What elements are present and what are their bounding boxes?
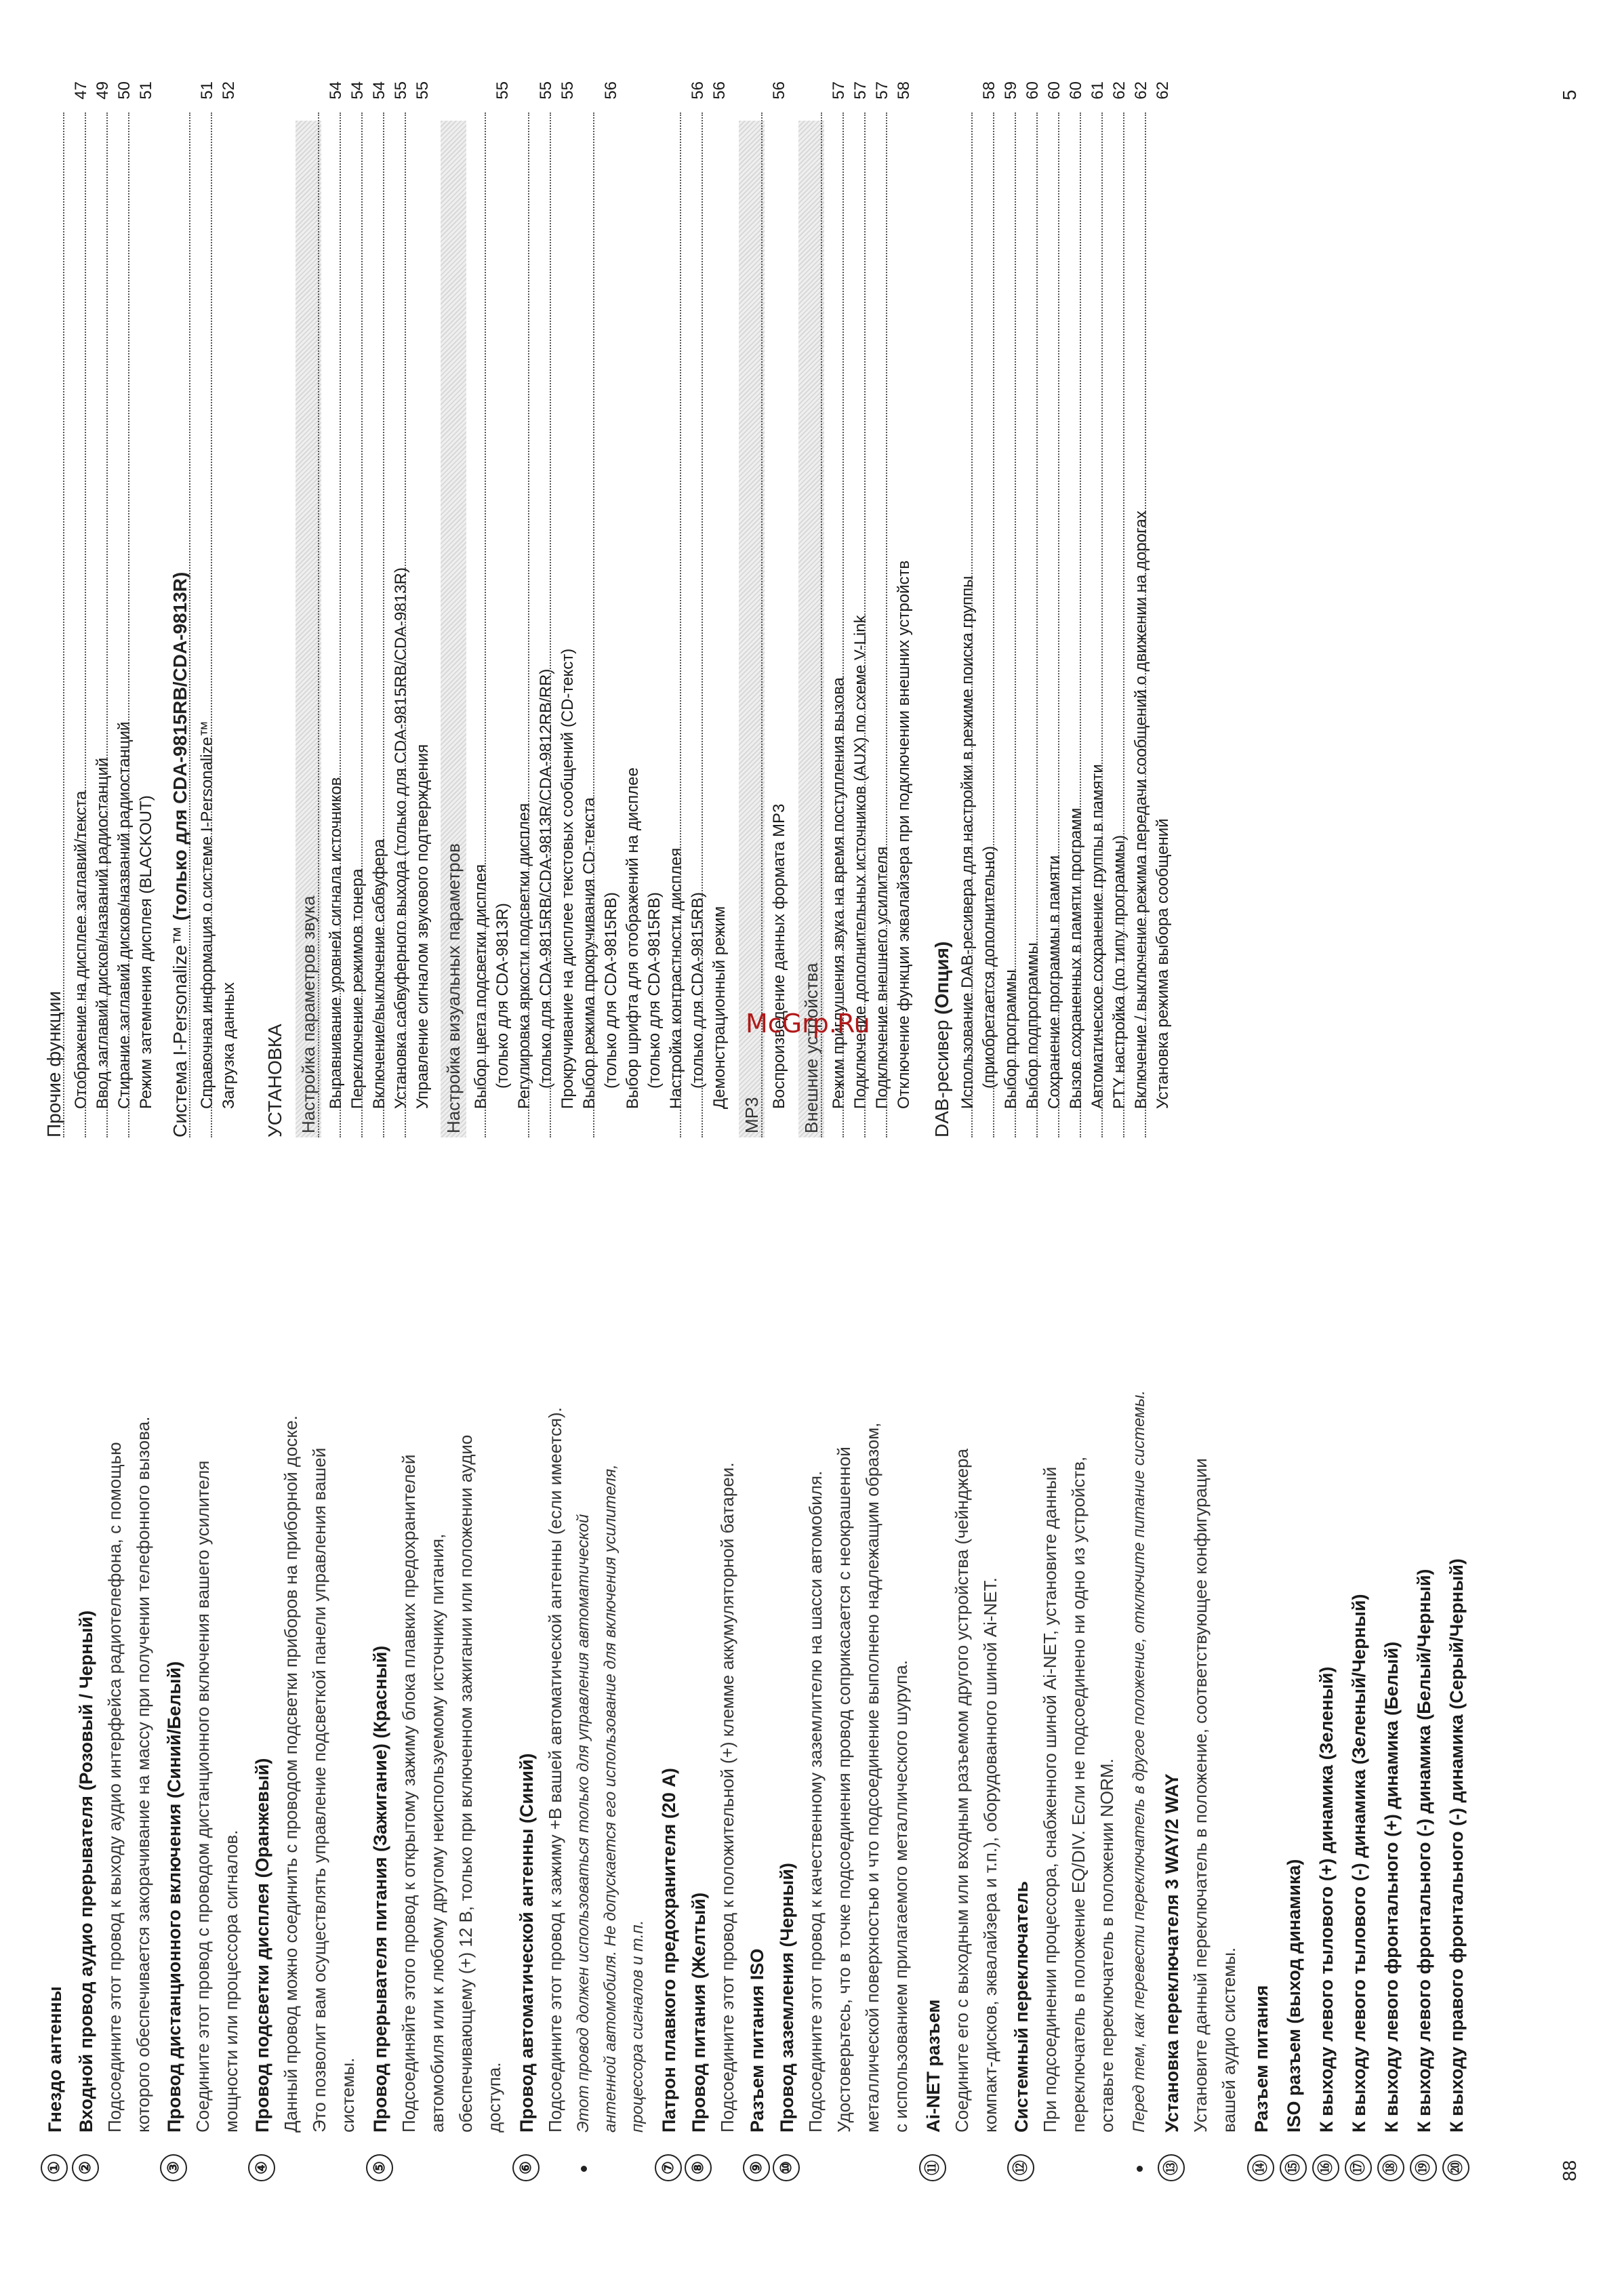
toc-page: 51 <box>136 80 157 101</box>
item-number: ⑲ <box>1410 2154 1437 2181</box>
toc-label: Включение/выключение сабвуфера <box>369 838 390 1110</box>
item-number: ⑭ <box>1247 2154 1274 2181</box>
wire-desc: обеспечивающему (+) 12 В, только при включенном зажигании или положении аудио <box>455 1434 476 2133</box>
toc-page: 60 <box>1065 80 1087 101</box>
note-text: антенной автомобиля. Не допускается его использование для включения усилителя, <box>601 1464 620 2133</box>
toc-label: (только для CDA-9815RB) <box>601 891 622 1090</box>
wire-desc: доступа. <box>484 2062 504 2133</box>
note-bullet <box>1137 2166 1143 2172</box>
wire-title: Входной провод аудио прерывателя (Розовый / Черный) <box>76 1610 96 2133</box>
toc-page: 57 <box>850 80 872 101</box>
wire-desc: вашей аудио системы. <box>1219 1947 1239 2133</box>
section-heading: DAB-ресивер (Опция) <box>931 941 952 1137</box>
wire-title: Провод заземления (Черный) <box>777 1863 797 2133</box>
wire-desc: Установите данный переключатель в положение, соответствующее конфигурации <box>1190 1458 1211 2133</box>
note-bullet <box>581 2166 587 2172</box>
page-number-right: 5 <box>1559 89 1580 100</box>
item-number: ⑨ <box>743 2154 770 2181</box>
toc-page: 60 <box>1044 80 1065 101</box>
wire-title: Провод прерывателя питания (Зажигание) (Красный) <box>370 1645 390 2133</box>
toc-label: Установка режима выбора сообщений <box>1152 817 1174 1110</box>
item-number: ⑫ <box>1007 2154 1034 2181</box>
page-number-left: 88 <box>1559 2160 1580 2181</box>
toc-label: (только для CDA-9815RB) <box>644 891 666 1090</box>
wire-desc: оставьте переключатель в положении NORM. <box>1097 1758 1117 2133</box>
item-number: ③ <box>160 2154 187 2181</box>
toc-page: 56 <box>709 80 731 101</box>
wire-desc: мощности или процессора сигналов. <box>221 1830 241 2133</box>
wire-title: Провод питания (Желтый) <box>689 1892 709 2133</box>
toc-label: Автоматическое сохранение группы в памяти <box>1087 763 1109 1110</box>
subsection-band: Внешние устройства <box>798 121 824 1137</box>
item-number: ① <box>41 2154 68 2181</box>
item-number: ⑬ <box>1158 2154 1185 2181</box>
toc-page: 50 <box>114 80 136 101</box>
wire-title: К выходу левого тылового (-) динамика (Зеленый/Черный) <box>1349 1594 1369 2133</box>
toc-page: 59 <box>1000 80 1022 101</box>
wire-title: К выходу левого тылового (+) динамика (Зеленый) <box>1316 1666 1337 2133</box>
wire-desc: металлической поверхностью и что подсоединение выполнено надлежащим образом, <box>862 1422 882 2133</box>
toc-label: Отключение функции эквалайзера при подключении внешних устройств <box>893 559 915 1110</box>
wire-desc: Подсоединяйте этого провод к открытому зажиму блока плавких предохранителей <box>399 1454 419 2133</box>
toc-page: 55 <box>492 80 514 101</box>
toc-label: (только для CDA-9815RB) <box>687 891 709 1090</box>
toc-label: Выбор цвета подсветки дисплея <box>470 863 492 1110</box>
toc-label: Ввод заглавий дисков/названий радиостанций <box>92 756 114 1110</box>
toc-page: 52 <box>218 80 240 101</box>
toc-page: 58 <box>979 80 1000 101</box>
wire-title: Системный переключатель <box>1011 1881 1032 2133</box>
toc-page: 56 <box>769 80 790 101</box>
note-text: процессора сигналов и т.п. <box>628 1920 647 2133</box>
wire-desc: Это позволит вам осуществлять управление подсветкой панели управления вашей <box>309 1447 329 2133</box>
toc-page: 57 <box>872 80 893 101</box>
toc-label: Установка сабвуферного выхода (только для CDA-9815RB/CDA-9813R) <box>390 566 412 1110</box>
toc-label: (только для CDA-9813R) <box>492 902 514 1090</box>
item-number: ④ <box>248 2154 275 2181</box>
wire-desc: с использованием прилагаемого металлического шурупа. <box>891 1659 911 2133</box>
toc-page: 49 <box>92 80 114 101</box>
toc-label: Включение / выключение режима передачи сообщений о движении на дорогах <box>1131 509 1152 1110</box>
toc-page: 55 <box>390 80 412 101</box>
wire-title: К выходу левого фронтального (-) динамика (Белый/Черный) <box>1414 1569 1434 2133</box>
toc-label: Воспроизведение данных формата MP3 <box>769 803 790 1110</box>
toc-label: Отображение на дисплее заглавий/текста <box>70 790 92 1110</box>
toc-page: 47 <box>70 80 92 101</box>
toc-page: 58 <box>893 80 915 101</box>
item-number: ⑧ <box>685 2154 712 2181</box>
toc-page: 62 <box>1152 80 1174 101</box>
wire-desc: Соедините этот провод с проводом дистанционного включения вашего усилителя <box>192 1460 213 2133</box>
wire-desc: Удостоверьтесь, что в точке подсоединения провод соприкасается с неокрашенной <box>834 1447 854 2133</box>
toc-page: 54 <box>347 80 369 101</box>
toc-label: Прокручивание на дисплее текстовых сообщений (CD-текст) <box>557 647 579 1110</box>
toc-label: Регулировка яркости подсветки дисплея <box>514 802 535 1110</box>
toc-label: Выбор подпрограммы <box>1022 941 1044 1110</box>
toc-label: Вызов сохраненных в памяти программ <box>1065 807 1087 1110</box>
wire-title: Разъем питания ISO <box>747 1948 767 2133</box>
wire-title: Провод автоматической антенны (Синий) <box>516 1753 537 2133</box>
wire-desc: автомобиля или к любому другому неиспользуемому источнику питания, <box>427 1533 447 2133</box>
toc-page: 55 <box>535 80 557 101</box>
wire-title: Ai-NET разъем <box>923 1999 943 2133</box>
toc-page: 56 <box>687 80 709 101</box>
subsection-band: MP3 <box>739 121 765 1137</box>
toc-label: Подключение дополнительных источников (AUX) по схеме V-Link <box>850 613 872 1110</box>
section-heading: УСТАНОВКА <box>264 1024 285 1137</box>
toc-page: 60 <box>1022 80 1044 101</box>
toc-page: 61 <box>1087 80 1109 101</box>
item-number: ⑯ <box>1312 2154 1339 2181</box>
toc-label: Использование DAB-ресивера для настройки в режиме поиска группы <box>957 575 979 1110</box>
wire-title: К выходу левого фронтального (+) динамика (Белый) <box>1381 1641 1402 2133</box>
subsection-band: Настройка визуальных параметров <box>441 121 466 1137</box>
wire-desc: При подсоединении процессора, снабженного шиной Ai-NET, установите данный <box>1040 1466 1060 2133</box>
toc-label: (приобретается дополнительно) <box>979 845 1000 1090</box>
toc-label: Справочная информация о системе I-Personalize™ <box>197 719 218 1110</box>
wire-title: Провод подсветки дисплея (Оранжевый) <box>252 1758 272 2133</box>
section-heading: Прочие функции <box>43 991 64 1137</box>
toc-page: 56 <box>601 80 622 101</box>
toc-label: PTY настройка (по типу программы) <box>1109 834 1131 1110</box>
toc-page: 62 <box>1109 80 1131 101</box>
toc-label: Переключение режимов тонера <box>347 867 369 1110</box>
toc-label: Подключение внешнего усилителя <box>872 845 893 1110</box>
item-number: ⑥ <box>512 2154 540 2181</box>
wire-title: Установка переключателя 3 WAY/2 WAY <box>1162 1773 1182 2133</box>
toc-label: Режим затемнения дисплея (BLACKOUT) <box>136 794 157 1110</box>
item-number: ⑤ <box>366 2154 393 2181</box>
toc-label: Выбор программы <box>1000 968 1022 1110</box>
wire-desc: Соедините его с выходным или входным разъемом другого устройства (чейнджера <box>952 1449 972 2133</box>
wire-desc: компакт-дисков, эквалайзера и т.п.), оборудованного шиной Ai-NET. <box>980 1577 1000 2133</box>
note-text: Перед тем, как перевести переключатель в другое положение, отключите питание системы. <box>1130 1390 1148 2133</box>
wire-title: Патрон плавкого предохранителя (20 А) <box>659 1768 679 2133</box>
toc-label: Стирание заглавий дисков/названий радиостанций <box>114 721 136 1110</box>
section-heading: Система I-Personalize™ (только для CDA-9815RB/CDA-9813R) <box>169 571 190 1137</box>
subsection-band: Настройка параметров звука <box>296 121 321 1137</box>
toc-label: Режим приглушения звука на время поступления вызова <box>828 676 850 1110</box>
toc-page: 55 <box>412 80 434 101</box>
toc-page: 54 <box>369 80 390 101</box>
wire-desc: Подсоедините этот провод к зажиму +В вашей автоматической антенны (если имеется). <box>545 1407 565 2133</box>
toc-label: Загрузка данных <box>218 981 240 1110</box>
item-number: ② <box>72 2154 99 2181</box>
wire-desc: Данный провод можно соединить с проводом подсветки приборов на приборной доске. <box>281 1415 301 2133</box>
toc-page: 57 <box>828 80 850 101</box>
wire-desc: Подсоедините этот провод к выходу аудио интерфейса радиотелефона, с помощью <box>104 1442 125 2133</box>
toc-label: (только для CDA-9815RB/CDA-9813R/CDA-9812RB/RR) <box>535 668 557 1090</box>
wire-title: К выходу правого фронтального (-) динамика (Серый/Черный) <box>1446 1558 1467 2133</box>
toc-label: Управление сигналом звукового подтверждения <box>412 743 434 1110</box>
toc-label: Выбор режима прокручивания CD-текста <box>579 796 601 1110</box>
wire-desc: Подсоедините этот провод к положительной (+) клемме аккумуляторной батареи. <box>717 1462 737 2133</box>
toc-label: Выбор шрифта для отображений на дисплее <box>622 766 644 1110</box>
toc-page: 51 <box>197 80 218 101</box>
wire-desc: системы. <box>338 2057 358 2133</box>
item-number: ⑰ <box>1345 2154 1372 2181</box>
item-number: ⑱ <box>1377 2154 1404 2181</box>
wire-desc: которого обеспечивается закорачивание на массу при получении телефонного вызова. <box>133 1416 153 2133</box>
toc-page: 55 <box>557 80 579 101</box>
wire-title: ISO разъем (выход динамика) <box>1284 1859 1304 2133</box>
toc-label: Демонстрационный режим <box>709 905 731 1110</box>
note-text: Этот провод должен использоваться только для управления автоматической <box>574 1514 592 2133</box>
wire-desc: Подсоедините этот провод к качественному заземлителю на шасси автомобиля. <box>805 1470 826 2133</box>
toc-page: 62 <box>1131 80 1152 101</box>
watermark: McGrp.Ru <box>746 1009 870 1038</box>
table-of-contents <box>0 80 1624 1137</box>
wire-title: Разъем питания <box>1251 1985 1272 2133</box>
toc-label: Настройка контрастности дисплея <box>666 847 687 1110</box>
item-number: ⑪ <box>919 2154 946 2181</box>
wire-title: Провод дистанционного включения (Синий/Белый) <box>164 1661 184 2133</box>
wire-desc: переключатель в положение EQ/DIV. Если не подсоединено ни одно из устройств, <box>1068 1456 1089 2133</box>
item-number: ⑦ <box>655 2154 682 2181</box>
item-number: ⑮ <box>1280 2154 1307 2181</box>
toc-page: 54 <box>325 80 347 101</box>
wire-title: Гнездо антенны <box>45 1986 65 2133</box>
item-number: ⑳ <box>1442 2154 1469 2181</box>
toc-label: Выравнивание уровней сигнала источников <box>325 776 347 1110</box>
wire-list <box>0 1165 1624 2181</box>
toc-label: Сохранение программы в памяти <box>1044 854 1065 1110</box>
item-number: ⑩ <box>773 2154 800 2181</box>
